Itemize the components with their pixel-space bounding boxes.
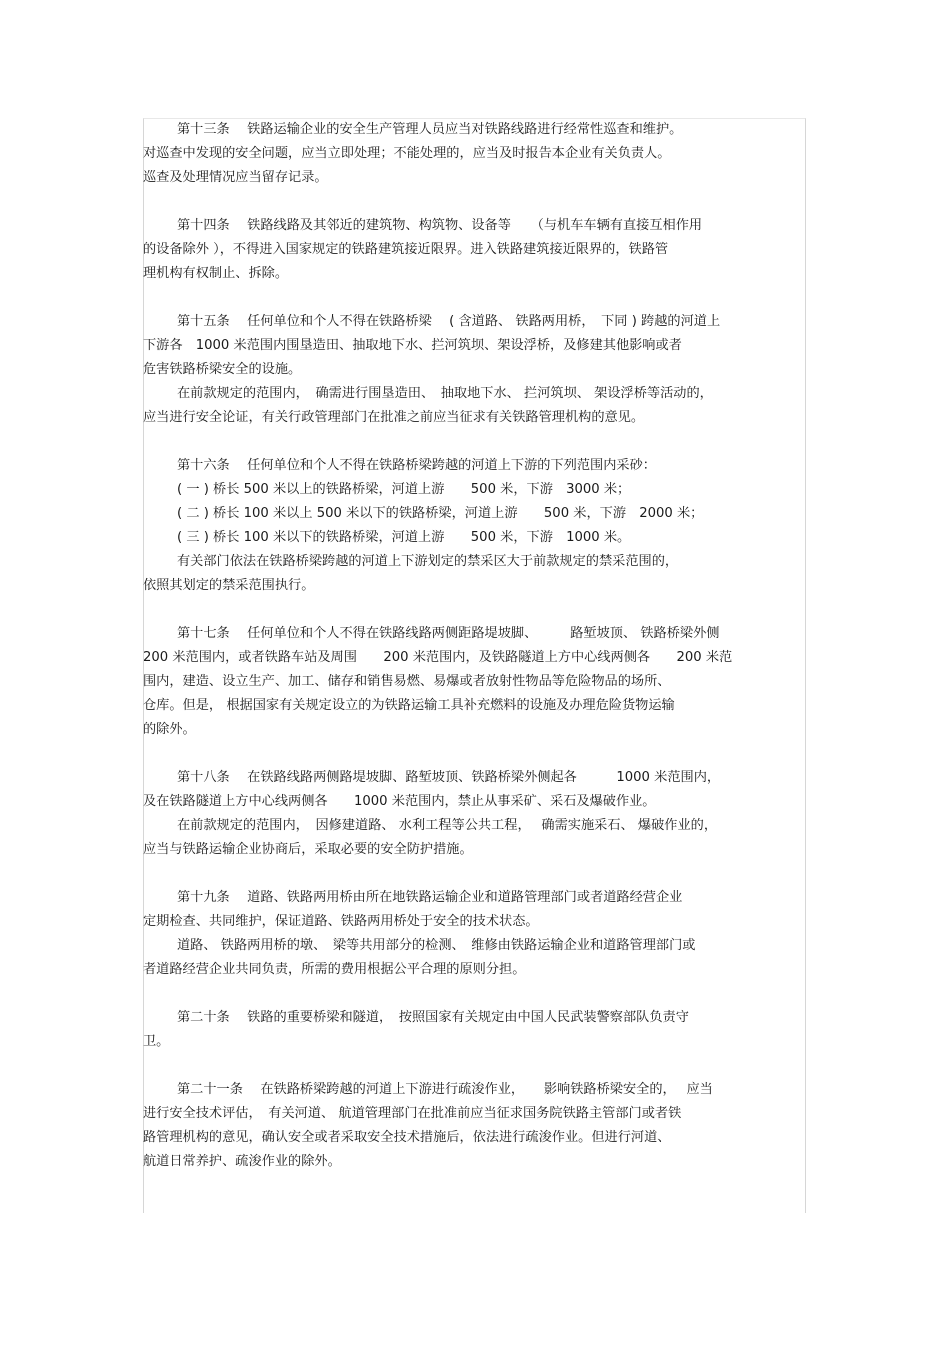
text-line: 的除外。 — [143, 722, 196, 737]
text-line: 的设备除外 ），不得进入国家规定的铁路建筑接近限界。进入铁路建筑接近限界的，铁路管 — [143, 242, 669, 257]
article-heading-line: 第十三条 铁路运输企业的安全生产管理人员应当对铁路线路进行经常性巡查和维护。 — [177, 122, 683, 137]
list-item-line: ( 二 ) 桥长 100 米以上 500 米以下的铁路桥梁，河道上游 500 米，下游 2000 米； — [177, 506, 704, 521]
article-16 — [143, 454, 806, 598]
text-line: 及在铁路隧道上方中心线两侧各 1000 米范围内，禁止从事采矿、采石及爆破作业。 — [143, 794, 656, 809]
paragraph-start-line: 在前款规定的范围内， 因修建道路、 水利工程等公共工程， 确需实施采石、 爆破作业的， — [177, 818, 718, 833]
text-line: 路管理机构的意见，确认安全或者采取安全技术措施后，依法进行疏浚作业。但进行河道、 — [143, 1130, 671, 1145]
article-14 — [143, 214, 806, 286]
article-15 — [143, 310, 806, 430]
text-line: 应当进行安全论证，有关行政管理部门在批准之前应当征求有关铁路管理机构的意见。 — [143, 410, 645, 425]
article-17 — [143, 622, 806, 742]
text-line: 者道路经营企业共同负责，所需的费用根据公平合理的原则分担。 — [143, 962, 526, 977]
article-heading-line: 第十六条 任何单位和个人不得在铁路桥梁跨越的河道上下游的下列范围内采砂： — [177, 458, 656, 473]
text-line: 进行安全技术评估， 有关河道、 航道管理部门在批准前应当征求国务院铁路主管部门或者铁 — [143, 1106, 682, 1121]
article-21 — [143, 1078, 806, 1174]
text-line: 200 米范围内，或者铁路车站及周围 200 米范围内，及铁路隧道上方中心线两侧各 200 米范 — [143, 650, 733, 665]
paragraph-start-line: 有关部门依法在铁路桥梁跨越的河道上下游划定的禁采区大于前款规定的禁采范围的， — [177, 554, 679, 569]
text-line: 定期检查、共同维护，保证道路、铁路两用桥处于安全的技术状态。 — [143, 914, 539, 929]
article-18 — [143, 766, 806, 862]
text-line: 航道日常养护、疏浚作业的除外。 — [143, 1154, 341, 1169]
text-line: 依照其划定的禁采范围执行。 — [143, 578, 315, 593]
text-line: 围内，建造、设立生产、加工、储存和销售易燃、易爆或者放射性物品等危险物品的场所、 — [143, 674, 671, 689]
article-heading-line: 第二十条 铁路的重要桥梁和隧道， 按照国家有关规定由中国人民武装警察部队负责守 — [177, 1010, 689, 1025]
text-line: 仓库。但是， 根据国家有关规定设立的为铁路运输工具补充燃料的设施及办理危险货物运输 — [143, 698, 675, 713]
article-heading-line: 第十五条 任何单位和个人不得在铁路桥梁 ( 含道路、 铁路两用桥， 下同 ) 跨越的河道上 — [177, 314, 721, 329]
paragraph-start-line: 在前款规定的范围内， 确需进行围垦造田、 抽取地下水、 拦河筑坝、 架设浮桥等活动的， — [177, 386, 713, 401]
text-line: 危害铁路桥梁安全的设施。 — [143, 362, 302, 377]
list-item-line: ( 三 ) 桥长 100 米以下的铁路桥梁，河道上游 500 米，下游 1000 米。 — [177, 530, 631, 545]
text-line: 理机构有权制止、拆除。 — [143, 266, 289, 281]
article-heading-line: 第二十一条 在铁路桥梁跨越的河道上下游进行疏浚作业， 影响铁路桥梁安全的， 应当 — [177, 1082, 713, 1097]
text-line: 卫。 — [143, 1034, 170, 1049]
text-line: 下游各 1000 米范围内围垦造田、抽取地下水、拦河筑坝、架设浮桥，及修建其他影响或者 — [143, 338, 682, 353]
text-line: 巡查及处理情况应当留存记录。 — [143, 170, 328, 185]
article-heading-line: 第十八条 在铁路线路两侧路堤坡脚、路堑坡顶、铁路桥梁外侧起各 1000 米范围内， — [177, 770, 721, 785]
article-19 — [143, 886, 806, 982]
article-heading-line: 第十七条 任何单位和个人不得在铁路线路两侧距路堤坡脚、 路堑坡顶、 铁路桥梁外侧 — [177, 626, 720, 641]
article-heading-line: 第十九条 道路、铁路两用桥由所在地铁路运输企业和道路管理部门或者道路经营企业 — [177, 890, 683, 905]
text-line: 应当与铁路运输企业协商后，采取必要的安全防护措施。 — [143, 842, 473, 857]
article-13 — [143, 118, 806, 190]
paragraph-start-line: 道路、 铁路两用桥的墩、 梁等共用部分的检测、 维修由铁路运输企业和道路管理部门或 — [177, 938, 696, 953]
article-20 — [143, 1006, 806, 1054]
list-item-line: ( 一 ) 桥长 500 米以上的铁路桥梁，河道上游 500 米，下游 3000 米； — [177, 482, 631, 497]
text-line: 对巡查中发现的安全问题，应当立即处理；不能处理的，应当及时报告本企业有关负责人。 — [143, 146, 671, 161]
document-body — [143, 118, 806, 1174]
article-heading-line: 第十四条 铁路线路及其邻近的建筑物、构筑物、设备等 （与机车车辆有直接互相作用 — [177, 218, 703, 233]
